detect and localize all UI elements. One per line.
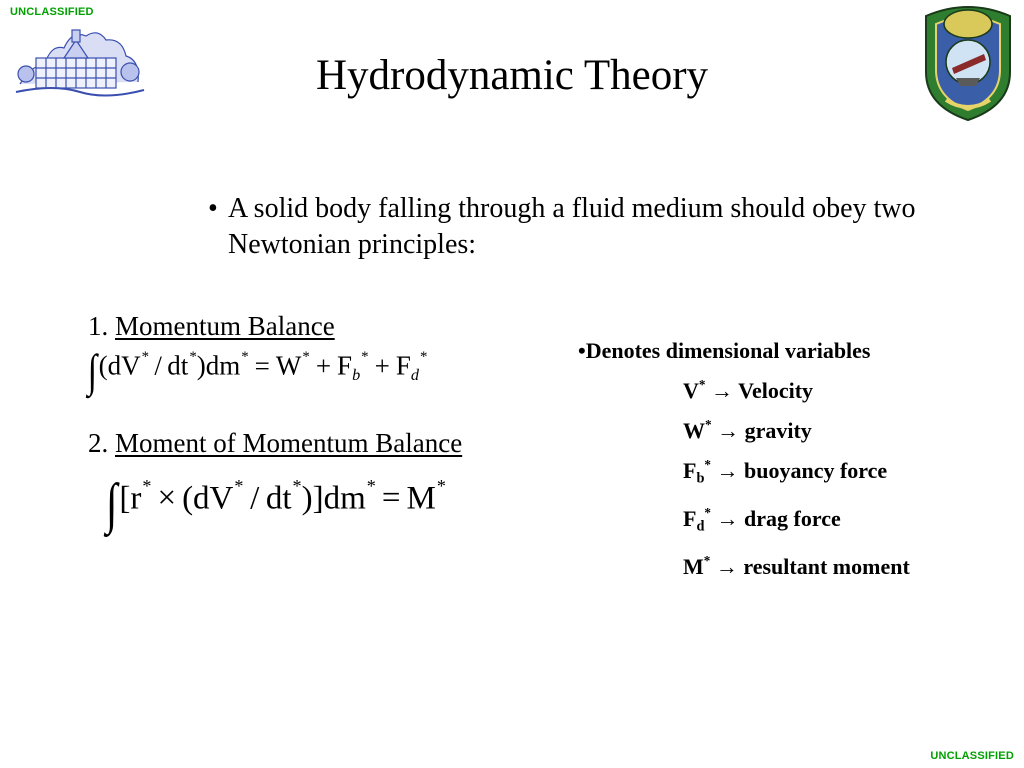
notation-item: V* → Velocity (683, 377, 814, 404)
arrow-icon: → (716, 458, 739, 484)
section-moment-of-momentum (88, 427, 462, 459)
section-heading: Momentum Balance (115, 311, 335, 341)
notation-legend (578, 334, 1018, 584)
intro-bullet (208, 191, 968, 263)
notation-item: W* → gravity (683, 417, 812, 444)
arrow-icon: → (710, 378, 733, 404)
notation-item: M* → resultant moment (683, 552, 910, 579)
section-number: 1. (88, 311, 109, 341)
arrow-icon: → (716, 506, 739, 532)
notation-item: $F_d^*$ → drag force (683, 504, 841, 535)
intro-text: A solid body falling through a fluid medium should obey two Newtonian principles: (228, 193, 916, 260)
classification-bottom: UNCLASSIFIED (930, 750, 1014, 762)
arrow-icon: → (715, 553, 738, 579)
slide-title: Hydrodynamic Theory (315, 52, 709, 99)
section-number: 2. (88, 428, 109, 458)
section-heading: Moment of Momentum Balance (115, 428, 463, 458)
classification-top: UNCLASSIFIED (10, 6, 94, 18)
moment-of-momentum-equation: ∫[r* × (dV* / dt*)]dm* = M* (105, 473, 446, 536)
arrow-icon: → (717, 418, 740, 444)
bullet-marker: • (208, 193, 218, 224)
notation-header: •Denotes dimensional variables (578, 338, 871, 363)
section-momentum-balance (88, 310, 335, 342)
momentum-balance-equation: $\int(dV^* / dt^*)dm^* = W^* + F_b^* + F_d^*$ (87, 345, 428, 396)
notation-item: $F_b^*$ → buoyancy force (683, 457, 888, 487)
